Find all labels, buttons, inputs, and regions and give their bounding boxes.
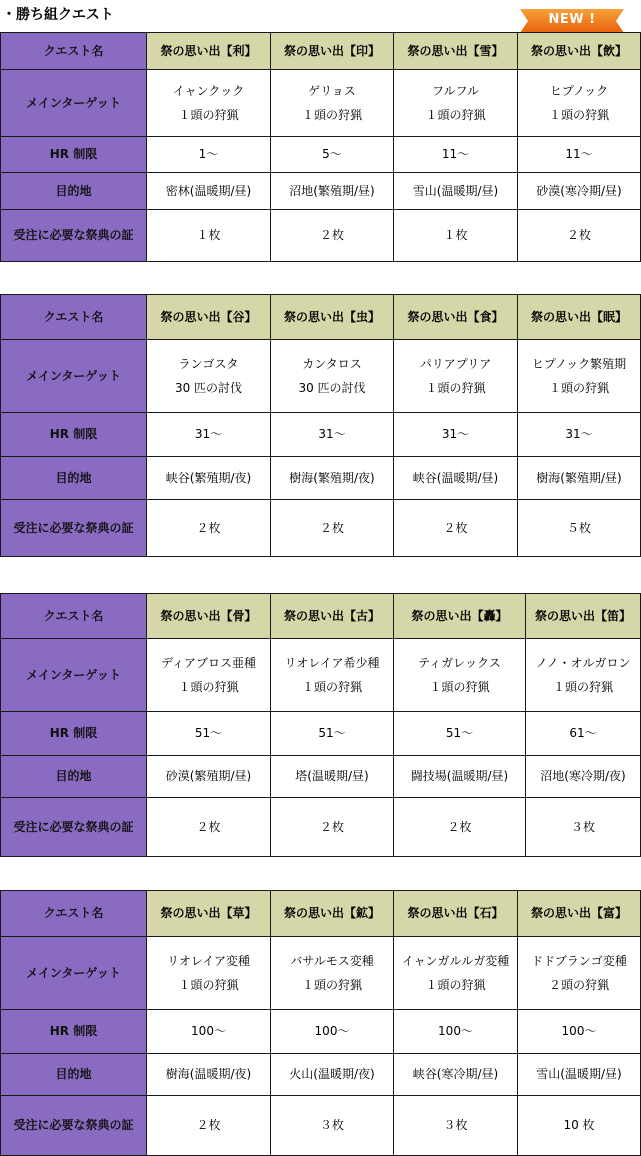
target-monster: ティガレックス (418, 655, 501, 670)
destination-cell: 密林(温暖期/昼) (147, 173, 271, 210)
target-monster: ヒプノック (549, 83, 609, 98)
row-label-hr-limit: HR 制限 (1, 712, 147, 756)
target-count: １頭の狩猟 (548, 107, 609, 122)
destination-cell: 樹海(繁殖期/夜) (271, 457, 394, 500)
hr-limit-cell: 1～ (147, 137, 271, 173)
quest-name: 祭の思い出【谷】 (147, 295, 271, 340)
target-count: １頭の狩猟 (429, 679, 490, 694)
target-count: １頭の狩猟 (425, 107, 486, 122)
new-badge (520, 9, 624, 33)
quest-name: 祭の思い出【利】 (147, 33, 271, 70)
quest-name: 祭の思い出【虫】 (271, 295, 394, 340)
main-target-cell (394, 70, 518, 137)
target-count: １頭の狩猟 (178, 679, 239, 694)
hr-limit-cell: 31～ (271, 413, 394, 457)
hr-limit-cell: 31～ (394, 413, 518, 457)
target-monster: カンタロス (302, 356, 362, 371)
main-target-row (1, 937, 641, 1010)
row-label-main-target: メインターゲット (1, 639, 147, 712)
row-label-destination: 目的地 (1, 756, 147, 798)
destination-cell: 樹海(温暖期/夜) (147, 1054, 271, 1096)
main-target-cell (271, 937, 394, 1010)
target-monster: ゲリョス (308, 83, 356, 98)
main-target-cell (518, 937, 641, 1010)
target-count: 30 匹の討伐 (174, 380, 243, 395)
hr-limit-cell: 51～ (147, 712, 271, 756)
hr-limit-cell: 100～ (518, 1010, 641, 1054)
target-count: １頭の狩猟 (548, 380, 609, 395)
main-target-cell (147, 70, 271, 137)
target-monster: ノノ・オルガロン (535, 655, 631, 670)
target-monster: ディアブロス亜種 (160, 655, 257, 670)
destination-cell: 闘技場(温暖期/昼) (394, 756, 526, 798)
row-label-destination: 目的地 (1, 173, 147, 210)
hr-limit-row (1, 712, 641, 756)
target-count: １頭の狩猟 (178, 107, 239, 122)
destination-cell: 塔(温暖期/昼) (271, 756, 394, 798)
main-target-cell (526, 639, 641, 712)
required-proof-cell: ２枚 (147, 1096, 271, 1156)
main-target-cell (271, 639, 394, 712)
hr-limit-cell: 11～ (394, 137, 518, 173)
target-count: １頭の狩猟 (425, 977, 486, 992)
hr-limit-cell: 51～ (394, 712, 526, 756)
required-proof-cell: ３枚 (526, 798, 641, 857)
quest-table-4 (0, 890, 641, 1156)
destination-cell: 雪山(温暖期/昼) (518, 1054, 641, 1096)
target-count: １頭の狩猟 (178, 977, 239, 992)
main-target-cell (147, 639, 271, 712)
main-target-cell (271, 70, 394, 137)
main-target-row (1, 340, 641, 413)
row-label-hr-limit: HR 制限 (1, 413, 147, 457)
quest-name: 祭の思い出【印】 (271, 33, 394, 70)
required-proof-row (1, 798, 641, 857)
hr-limit-cell: 31～ (518, 413, 641, 457)
hr-limit-cell: 61～ (526, 712, 641, 756)
target-monster: バサルモス変種 (290, 953, 374, 968)
quest-name: 祭の思い出【眠】 (518, 295, 641, 340)
quest-name: 祭の思い出【飲】 (518, 33, 641, 70)
main-target-cell (147, 340, 271, 413)
required-proof-cell: １枚 (147, 210, 271, 262)
hr-limit-row (1, 1010, 641, 1054)
hr-limit-cell: 100～ (271, 1010, 394, 1054)
quest-name: 祭の思い出【轟】 (394, 594, 526, 639)
hr-limit-cell: 100～ (394, 1010, 518, 1054)
quest-name-row (1, 33, 641, 70)
target-count: １頭の狩猟 (425, 380, 486, 395)
quest-name: 祭の思い出【笛】 (526, 594, 641, 639)
row-label-quest-name: クエスト名 (1, 891, 147, 937)
quest-name: 祭の思い出【古】 (271, 594, 394, 639)
destination-row (1, 457, 641, 500)
main-target-cell (394, 639, 526, 712)
main-target-cell (518, 340, 641, 413)
main-target-cell (394, 340, 518, 413)
row-label-required-proof: 受注に必要な祭典の証 (1, 210, 147, 262)
row-label-quest-name: クエスト名 (1, 295, 147, 340)
target-monster: リオレイア希少種 (284, 655, 380, 670)
target-count: １頭の狩猟 (301, 977, 362, 992)
hr-limit-cell: 31～ (147, 413, 271, 457)
required-proof-cell: ３枚 (271, 1096, 394, 1156)
required-proof-cell: １枚 (394, 210, 518, 262)
quest-name: 祭の思い出【富】 (518, 891, 641, 937)
main-target-row (1, 639, 641, 712)
destination-cell: 雪山(温暖期/昼) (394, 173, 518, 210)
target-monster: ドドブランゴ変種 (531, 953, 627, 968)
quest-table-1 (0, 32, 641, 262)
quest-name: 祭の思い出【雪】 (394, 33, 518, 70)
row-label-destination: 目的地 (1, 1054, 147, 1096)
destination-cell: 峡谷(繁殖期/夜) (147, 457, 271, 500)
row-label-hr-limit: HR 制限 (1, 137, 147, 173)
quest-table-3 (0, 593, 641, 857)
quest-name: 祭の思い出【鉱】 (271, 891, 394, 937)
hr-limit-row (1, 413, 641, 457)
required-proof-cell: ２枚 (394, 500, 518, 557)
destination-cell: 峡谷(寒冷期/昼) (394, 1054, 518, 1096)
required-proof-cell: ５枚 (518, 500, 641, 557)
required-proof-cell: 10 枚 (518, 1096, 641, 1156)
target-count: １頭の狩猟 (301, 107, 362, 122)
quest-name: 祭の思い出【食】 (394, 295, 518, 340)
row-label-hr-limit: HR 制限 (1, 1010, 147, 1054)
destination-cell: 樹海(繁殖期/昼) (518, 457, 641, 500)
required-proof-row (1, 210, 641, 262)
hr-limit-cell: 51～ (271, 712, 394, 756)
new-badge-label: NEW ! (548, 12, 596, 27)
main-target-cell (271, 340, 394, 413)
row-label-required-proof: 受注に必要な祭典の証 (1, 798, 147, 857)
required-proof-cell: ２枚 (394, 798, 526, 857)
hr-limit-cell: 11～ (518, 137, 641, 173)
required-proof-cell: ２枚 (147, 500, 271, 557)
required-proof-row (1, 1096, 641, 1156)
target-monster: ヒプノック繁殖期 (531, 356, 627, 371)
target-monster: イャンガルルガ変種 (401, 953, 510, 968)
page-title: ・勝ち組クエスト (2, 7, 114, 23)
destination-row (1, 756, 641, 798)
hr-limit-row (1, 137, 641, 173)
target-monster: ランゴスタ (178, 356, 239, 371)
destination-cell: 砂漠(寒冷期/昼) (518, 173, 641, 210)
row-label-required-proof: 受注に必要な祭典の証 (1, 1096, 147, 1156)
row-label-main-target: メインターゲット (1, 340, 147, 413)
target-monster: リオレイア変種 (167, 953, 250, 968)
quest-table-2 (0, 294, 641, 557)
destination-row (1, 173, 641, 210)
main-target-cell (394, 937, 518, 1010)
row-label-required-proof: 受注に必要な祭典の証 (1, 500, 147, 557)
quest-name-row (1, 594, 641, 639)
required-proof-cell: ２枚 (518, 210, 641, 262)
target-monster: パリアプリア (419, 356, 492, 371)
quest-name-row (1, 295, 641, 340)
target-count: １頭の狩猟 (301, 679, 362, 694)
destination-cell: 砂漠(繁殖期/昼) (147, 756, 271, 798)
required-proof-cell: ２枚 (271, 210, 394, 262)
main-target-cell (147, 937, 271, 1010)
row-label-quest-name: クエスト名 (1, 33, 147, 70)
hr-limit-cell: 5～ (271, 137, 394, 173)
destination-cell: 峡谷(温暖期/昼) (394, 457, 518, 500)
target-monster: イャンクック (172, 83, 245, 98)
row-label-main-target: メインターゲット (1, 937, 147, 1010)
quest-name-row (1, 891, 641, 937)
required-proof-cell: ３枚 (394, 1096, 518, 1156)
destination-cell: 沼地(繁殖期/昼) (271, 173, 394, 210)
destination-row (1, 1054, 641, 1096)
quest-name: 祭の思い出【草】 (147, 891, 271, 937)
main-target-row (1, 70, 641, 137)
required-proof-row (1, 500, 641, 557)
row-label-destination: 目的地 (1, 457, 147, 500)
required-proof-cell: ２枚 (271, 500, 394, 557)
target-count: 30 匹の討伐 (298, 380, 366, 395)
quest-name: 祭の思い出【骨】 (147, 594, 271, 639)
required-proof-cell: ２枚 (271, 798, 394, 857)
quest-name: 祭の思い出【石】 (394, 891, 518, 937)
target-count: １頭の狩猟 (552, 679, 613, 694)
hr-limit-cell: 100～ (147, 1010, 271, 1054)
row-label-quest-name: クエスト名 (1, 594, 147, 639)
target-monster: フルフル (431, 83, 480, 98)
target-count: ２頭の狩猟 (548, 977, 609, 992)
destination-cell: 火山(温暖期/夜) (271, 1054, 394, 1096)
destination-cell: 沼地(寒冷期/夜) (526, 756, 641, 798)
required-proof-cell: ２枚 (147, 798, 271, 857)
row-label-main-target: メインターゲット (1, 70, 147, 137)
main-target-cell (518, 70, 641, 137)
